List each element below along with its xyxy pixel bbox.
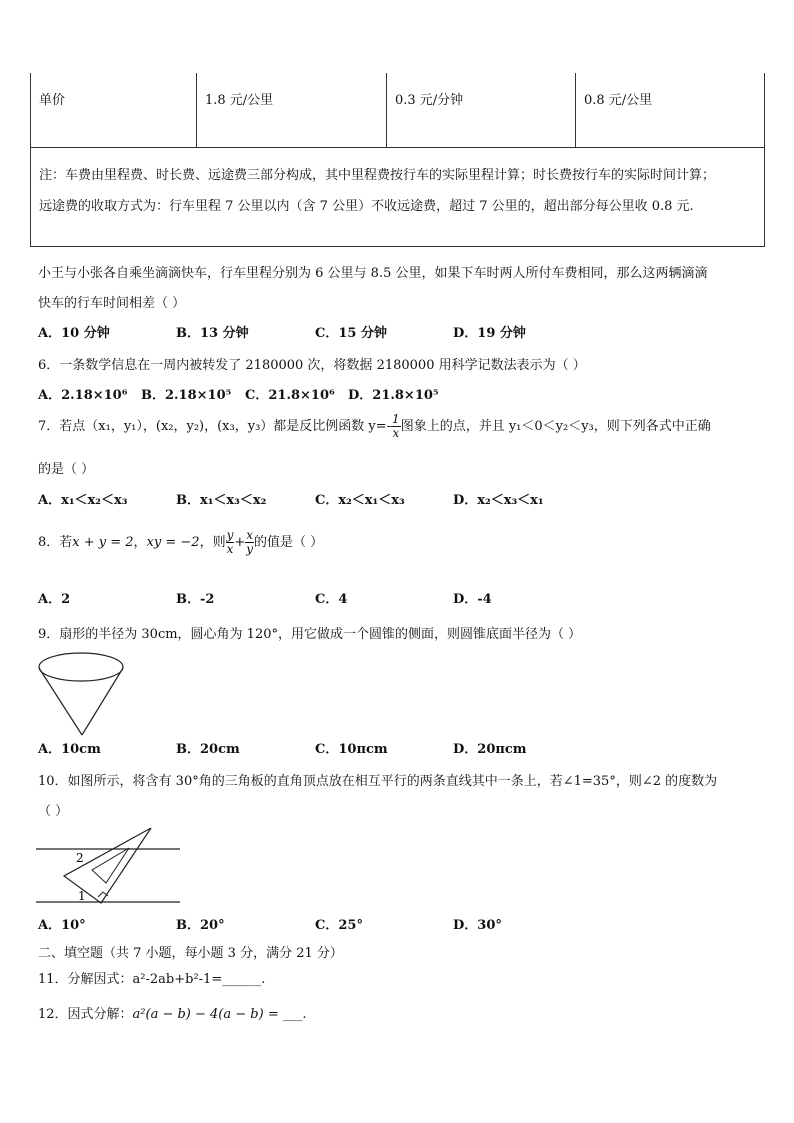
q10-option-a: A．10° [38,918,86,933]
cone-figure [38,649,128,737]
q7-option-b: B．x₁＜x₃＜x₂ [176,493,267,508]
q7-fraction [391,413,401,440]
q11-stem: 11．分解因式：a²-2ab+b²-1=______. [38,972,266,987]
fee-table [30,73,765,247]
section-2-heading: 二、填空题（共 7 小题，每小题 3 分，满分 21 分） [38,946,343,961]
q6-stem: 6．一条数学信息在一周内被转发了 2180000 次，将数据 2180000 用科学记数法表示为（ ） [38,358,586,373]
q8-condition-2: xy = −2 [146,535,200,550]
q8-suffix: 的值是（ ） [254,535,324,550]
q8-condition-1: x + y = 2 [72,535,134,550]
q5-stem-line2: 快车的行车时间相差（ ） [38,296,186,311]
q5-option-a: A．10 分钟 [38,326,110,341]
q12-expression: a²(a − b) − 4(a − b) = ___. [132,1007,307,1022]
q9-option-d: D．20πcm [453,742,527,757]
q7-stem-part-b: 图象上的点，并且 y₁＜0＜y₂＜y₃，则下列各式中正确 [400,419,711,434]
q7-option-a: A．x₁＜x₂＜x₃ [38,493,128,508]
q9-stem: 9．扇形的半径为 30cm，圆心角为 120°，用它做成一个圆锥的侧面，则圆锥底面半径为（ ） [38,627,582,642]
q8-f2-den: y [246,542,254,556]
q8-plus: + [234,535,246,550]
fee-note-row [31,148,765,247]
triangle-parallel-lines-figure [36,826,186,906]
q8-f2-num: x [246,528,254,542]
q7-option-c: C．x₂＜x₁＜x₃ [315,493,405,508]
q8-f1-num: y [226,528,234,542]
q9-option-c: C．10πcm [315,742,388,757]
q10-option-d: D．30° [453,918,502,933]
fee-time-rate: 0.3 元/分钟 [387,73,576,148]
q7-option-d: D．x₂＜x₃＜x₁ [453,493,544,508]
q8-option-a: A．2 [38,592,71,607]
q6-option-b: B．2.18×10⁵ [141,388,232,403]
q8-option-c: C．4 [315,592,348,607]
q7-stem-line2: 的是（ ） [38,462,95,477]
q10-stem-line2: （ ） [38,804,69,819]
q6-option-a: A．2.18×10⁶ [38,388,128,403]
q10-option-c: C．25° [315,918,363,933]
q7-frac-den: x [392,426,400,440]
q6-option-c: C．21.8×10⁶ [245,388,335,403]
fee-note-line1: 注：车费由里程费、时长费、远途费三部分构成，其中里程费按行车的实际里程计算；时长费按行车的实际时间计算； [39,168,716,183]
fee-distance-rate: 0.8 元/公里 [576,73,765,148]
q12-prefix: 12．因式分解： [38,1007,133,1022]
q10-option-b: B．20° [176,918,225,933]
fee-note-line2: 远途费的收取方式为：行车里程 7 公里以内（含 7 公里）不收远途费，超过 7 公里的，超出部分每公里收 0.8 元. [39,199,694,214]
fee-note-cell [31,148,765,247]
q5-stem-line1: 小王与小张各自乘坐滴滴快车，行车里程分别为 6 公里与 8.5 公里，如果下车时两人所付车费相同，那么这两辆滴滴 [38,266,708,281]
q5-option-c: C．15 分钟 [315,326,387,341]
q8-fraction-2 [245,529,254,556]
q7-stem-line1 [38,413,711,441]
q9-option-b: B．20cm [176,742,240,757]
q10-stem-line1: 10．如图所示，将含有 30°角的三角板的直角顶点放在相互平行的两条直线其中一条上，若∠1=35°，则∠2 的度数为 [38,774,718,789]
right-angle-mark [98,892,108,897]
q7-stem-part-a: 7．若点（x₁，y₁），(x₂，y₂)，(x₃，y₃）都是反比例函数 y=- [38,419,392,434]
fee-rate-row [31,73,765,148]
q8-option-d: D．-4 [453,592,492,607]
q8-option-b: B．-2 [176,592,215,607]
q5-option-d: D．19 分钟 [453,326,526,341]
q6-option-d: D．21.8×10⁵ [348,388,439,403]
q8-prefix: 8．若 [38,535,73,550]
q8-f1-den: x [226,542,234,556]
q5-option-b: B．13 分钟 [176,326,249,341]
q12-stem [38,1003,306,1022]
fee-label-cell: 单价 [31,73,197,148]
q7-frac-num: 1 [392,412,400,426]
angle-1-label: 1 [78,889,86,903]
q8-stem: 8．若x + y = 2，xy = −2，则 $\frac{y}{x}$ + $\frac{x}{y}$ 的值是（ ） [38,528,324,556]
q9-option-a: A．10cm [38,742,101,757]
q8-then: ，则 [199,535,226,550]
fee-mileage-rate: 1.8 元/公里 [197,73,387,148]
set-square-inner [92,848,129,883]
angle-2-label: 2 [76,851,84,865]
